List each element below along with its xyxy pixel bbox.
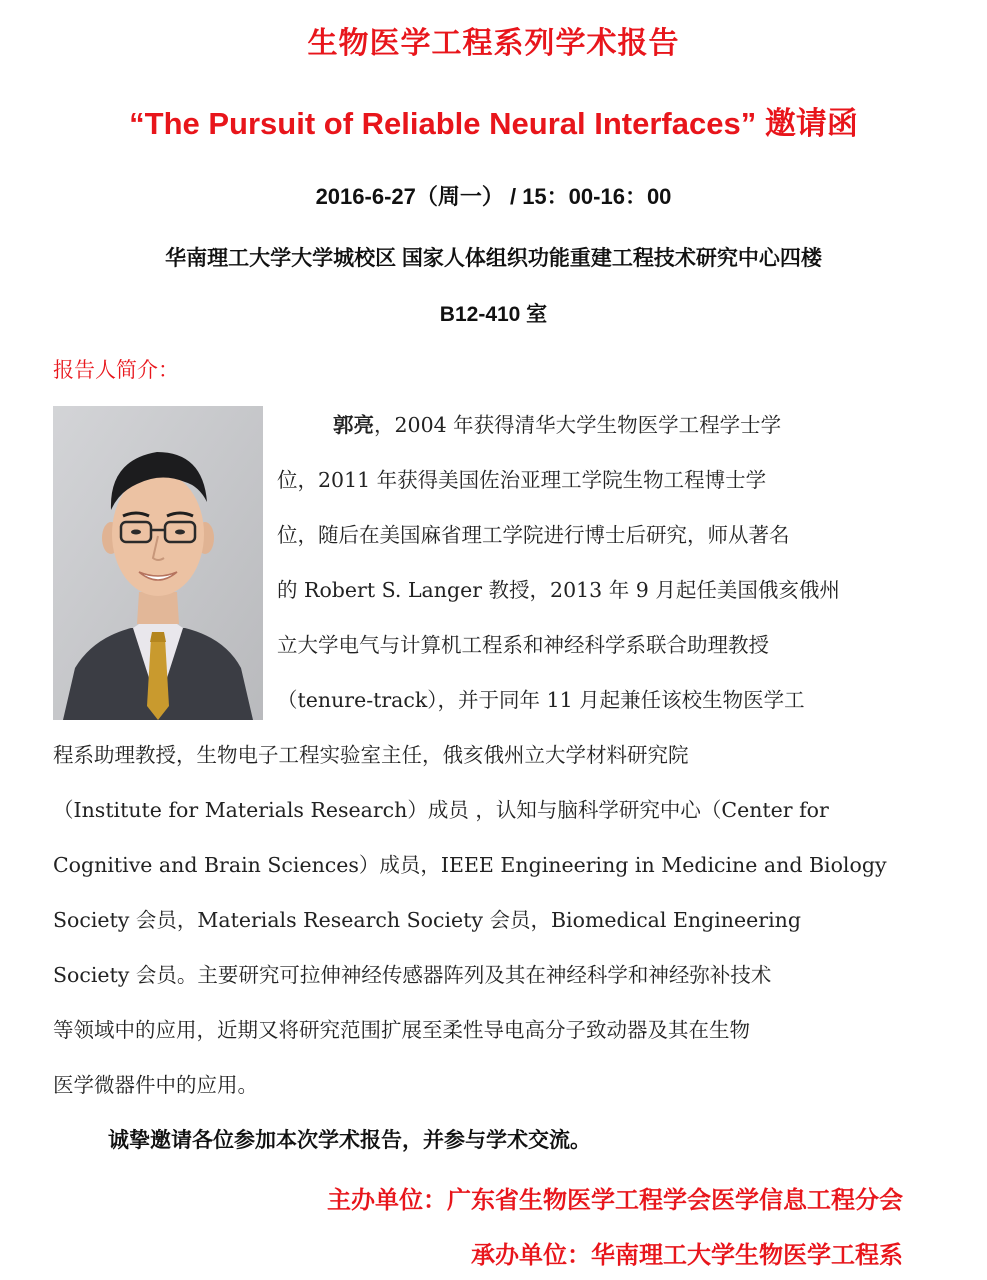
bio-line-9: Cognitive and Brain Sciences）成员，IEEE Engineering in Medicine and Biology <box>53 853 887 877</box>
event-datetime: 2016-6-27（周一） / 15：00-16：00 <box>315 184 672 209</box>
title-english-quoted: “The Pursuit of Reliable Neural Interfaces” <box>129 106 757 141</box>
invitation-text: 诚挚邀请各位参加本次学术报告，并参与学术交流。 <box>108 1129 591 1152</box>
bio-line-11: Society 会员。主要研究可拉伸神经传感器阵列及其在神经科学和神经弥补技术 <box>53 963 772 987</box>
title-chinese: 生物医学工程系列学术报告 <box>307 27 680 60</box>
bio-line-1: 郭亮，2004 年获得清华大学生物医学工程学士学 <box>333 413 782 437</box>
speaker-photo <box>53 406 263 720</box>
portrait-image <box>53 406 263 720</box>
bio-line-6: （tenure-track），并于同年 11 月起兼任该校生物医学工 <box>277 688 805 712</box>
organizer: 承办单位：华南理工大学生物医学工程系 <box>471 1242 903 1269</box>
speaker-section-label: 报告人简介： <box>53 359 179 382</box>
bio-line-7: 程系助理教授，生物电子工程实验室主任，俄亥俄州立大学材料研究院 <box>53 743 689 767</box>
title-english <box>0 98 987 143</box>
bio-line-12: 等领域中的应用，近期又将研究范围扩展至柔性导电高分子致动器及其在生物 <box>53 1018 750 1042</box>
bio-line-13: 医学微器件中的应用。 <box>53 1073 258 1097</box>
event-room: B12-410 室 <box>439 303 548 326</box>
host-organization: 主办单位：广东省生物医学工程学会医学信息工程分会 <box>327 1187 903 1214</box>
bio-line-3: 位，随后在美国麻省理工学院进行博士后研究，师从著名 <box>277 523 790 547</box>
bio-line-4: 的 Robert S. Langer 教授，2013 年 9 月起任美国俄亥俄州 <box>277 578 840 602</box>
title-english-suffix: 邀请函 <box>764 106 858 141</box>
bio-line-5: 立大学电气与计算机工程系和神经科学系联合助理教授 <box>277 633 769 657</box>
bio-line-10: Society 会员，Materials Research Society 会员，Biomedical Engineering <box>53 908 801 932</box>
bio-line-8: （Institute for Materials Research）成员 ，认知与脑科学研究中心（Center for <box>53 798 829 822</box>
event-venue: 华南理工大学大学城校区 国家人体组织功能重建工程技术研究中心四楼 <box>165 247 822 270</box>
speaker-name: 郭亮 <box>333 413 374 437</box>
bio-line-2: 位，2011 年获得美国佐治亚理工学院生物工程博士学 <box>277 468 767 492</box>
